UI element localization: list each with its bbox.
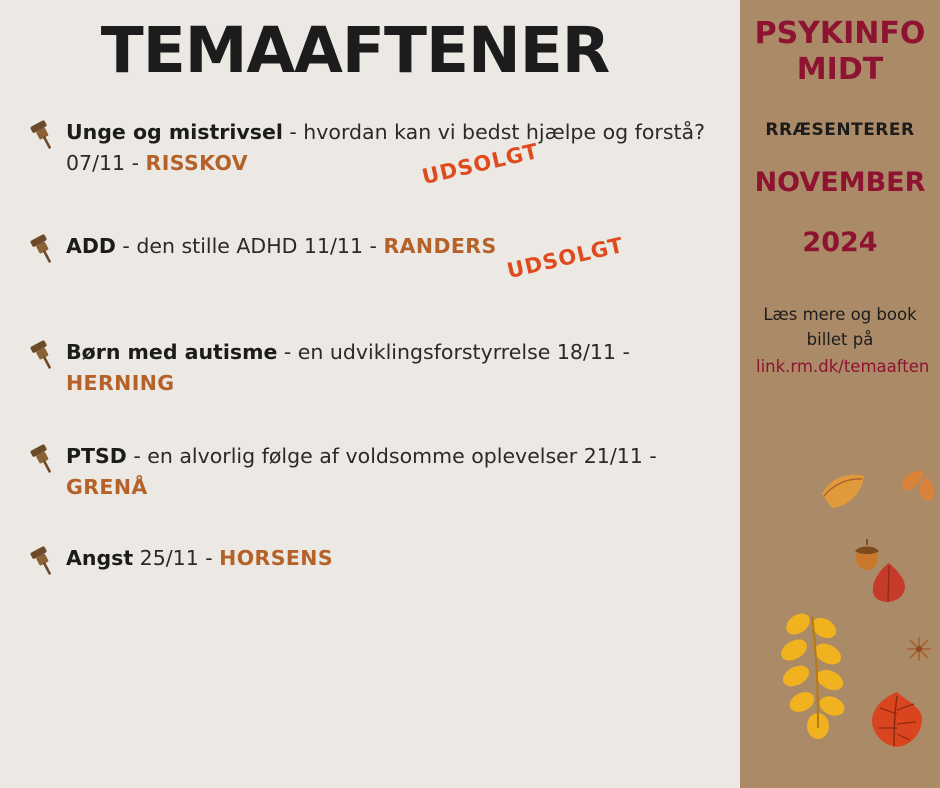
event-description: - en udviklingsforstyrrelse 18/11 - [277, 340, 630, 364]
page-title: TEMAAFTENER [100, 14, 610, 87]
seedpod-icon [906, 636, 932, 662]
pushpin-icon [26, 117, 66, 151]
event-title: PTSD [66, 444, 127, 468]
month-line-2: 2024 [802, 227, 878, 258]
list-item [26, 337, 720, 399]
booking-link[interactable]: link.rm.dk/temaaften [756, 357, 930, 376]
readmore-text [756, 302, 930, 379]
event-text [66, 231, 720, 284]
event-title: ADD [66, 234, 116, 258]
event-place: HERNING [66, 371, 175, 395]
presents-label: RRÆSENTERER [765, 120, 915, 140]
event-place: HORSENS [219, 546, 334, 570]
pushpin-icon [26, 337, 66, 371]
list-item [26, 543, 720, 603]
readmore-line-2: billet på [806, 330, 874, 349]
sidebar [740, 0, 940, 788]
event-title: Unge og mistrivsel [66, 120, 283, 144]
leaf-icon [866, 690, 928, 752]
event-description: - den stille ADHD 11/11 - [115, 234, 384, 258]
leaf-icon [768, 608, 864, 740]
leaf-icon [818, 470, 868, 512]
event-place: RISSKOV [145, 151, 249, 175]
event-text [66, 543, 720, 574]
event-text [66, 337, 720, 399]
event-title: Angst [66, 546, 134, 570]
leaf-icon [868, 562, 910, 606]
pushpin-icon [26, 441, 66, 475]
list-item [26, 441, 720, 503]
month-line-1: NOVEMBER [754, 167, 926, 198]
brand-line-2: MIDT [796, 52, 884, 87]
readmore-line-1: Læs mere og book [763, 305, 917, 324]
event-place: RANDERS [383, 234, 497, 258]
list-item [26, 117, 720, 190]
event-description: - en alvorlig følge af voldsomme oplevelser 21/11 - [126, 444, 657, 468]
list-item [26, 231, 720, 291]
sidebar-content [740, 0, 940, 379]
leaf-icon [916, 476, 938, 502]
brand-line-1: PSYKINFO [754, 16, 926, 51]
event-place: GRENÅ [66, 475, 148, 499]
event-list [0, 117, 740, 603]
status-badge: UDSOLGT [504, 232, 627, 284]
status-badge: UDSOLGT [419, 138, 542, 190]
pushpin-icon [26, 543, 66, 577]
event-title: Børn med autisme [66, 340, 278, 364]
event-description: 25/11 - [133, 546, 220, 570]
event-text [66, 441, 720, 503]
event-description: - hvordan kan vi bedst hjælpe og forstå? 07/11 - [66, 120, 705, 175]
pushpin-icon [26, 231, 66, 265]
event-text [66, 117, 720, 190]
